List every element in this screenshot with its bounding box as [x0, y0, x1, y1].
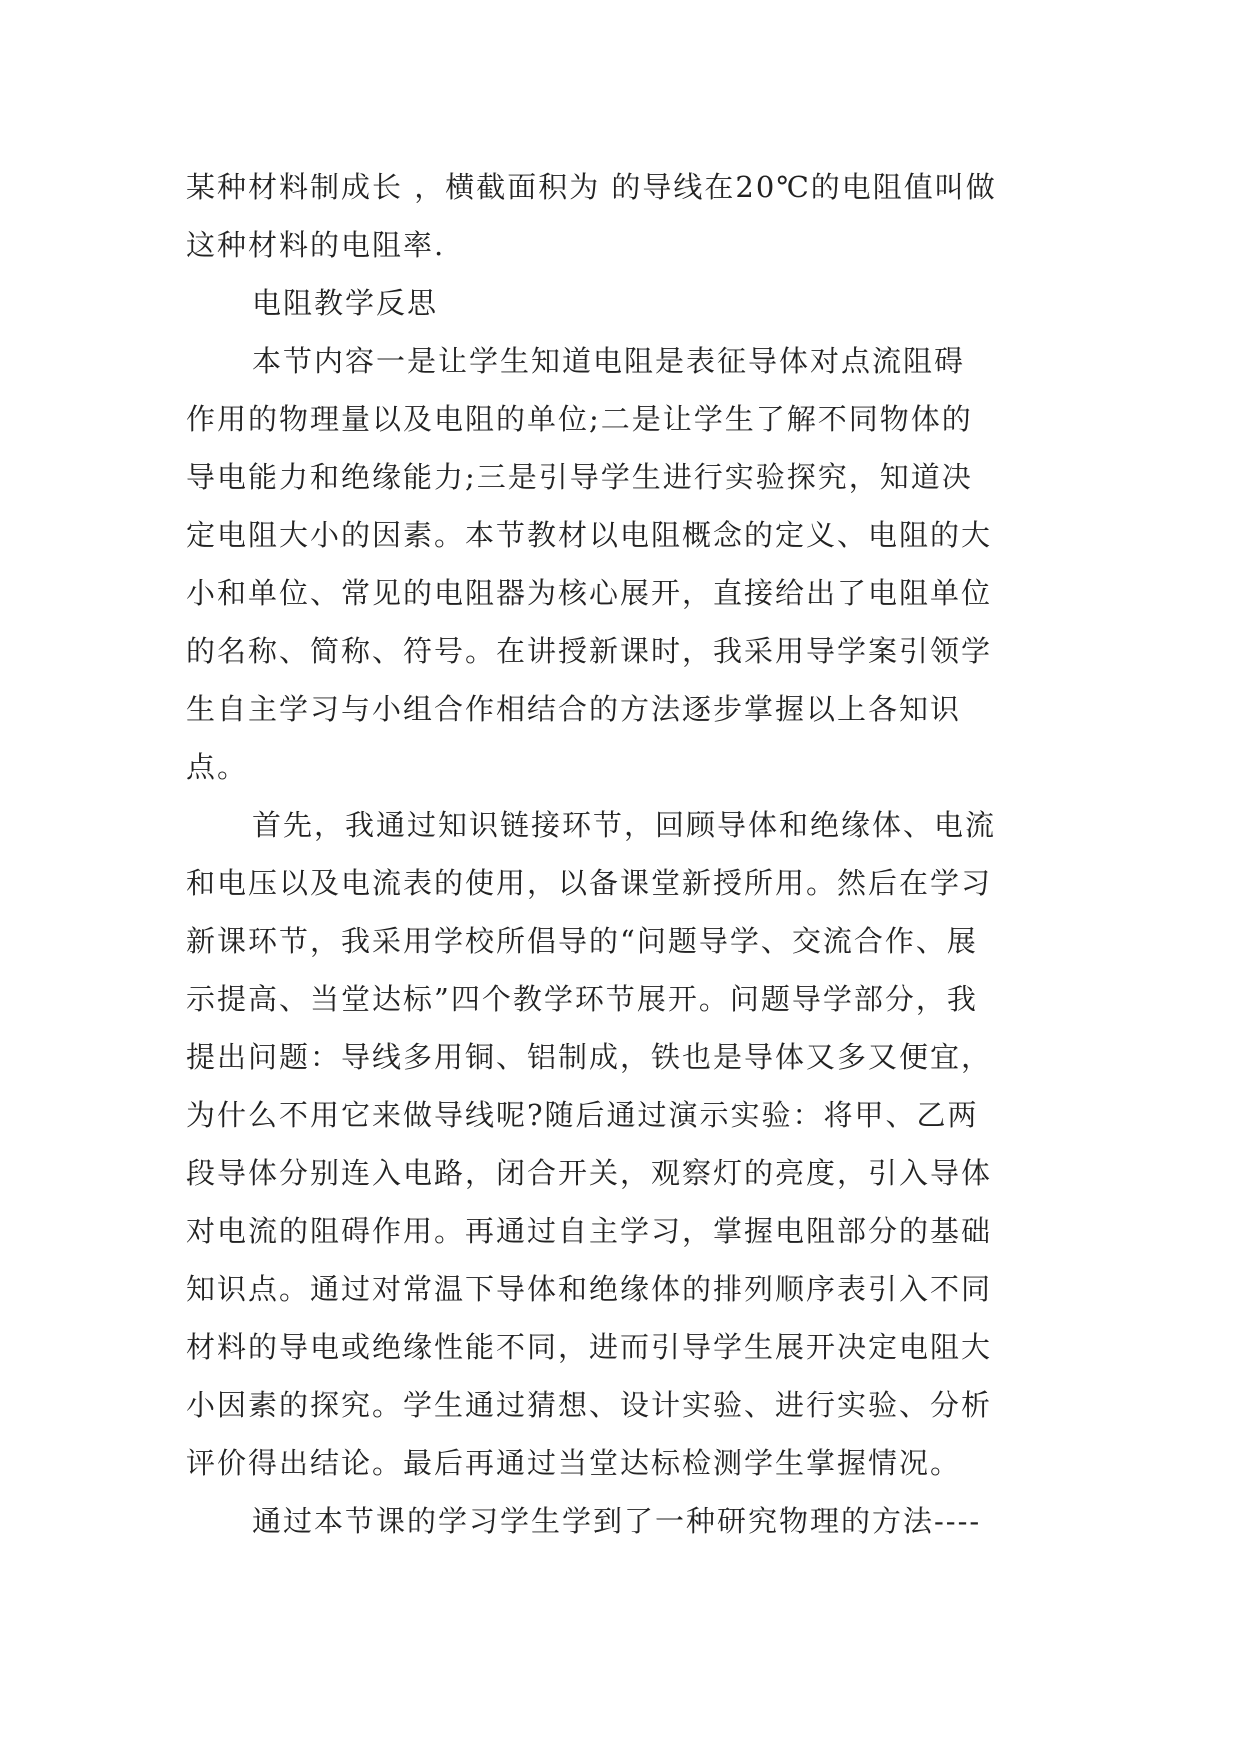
text-line: 和电压以及电流表的使用，以备课堂新授所用。然后在学习: [186, 866, 993, 900]
text-line: 这种材料的电阻率.: [186, 228, 446, 262]
text-line: 对电流的阻碍作用。再通过自主学习，掌握电阻部分的基础: [186, 1214, 993, 1248]
text-line: 评价得出结论。最后再通过当堂达标检测学生掌握情况。: [186, 1446, 962, 1480]
paragraph-start-line: 本节内容一是让学生知道电阻是表征导体对点流阻碍: [252, 344, 966, 378]
text-line: 材料的导电或绝缘性能不同，进而引导学生展开决定电阻大: [186, 1330, 993, 1364]
text-line: 新课环节，我采用学校所倡导的“问题导学、交流合作、展: [186, 924, 978, 958]
text-line: 小因素的探究。学生通过猜想、设计实验、进行实验、分析: [186, 1388, 993, 1422]
text-line: 点。: [186, 750, 249, 784]
text-line: 知识点。通过对常温下导体和绝缘体的排列顺序表引入不同: [186, 1272, 993, 1306]
text-line: 小和单位、常见的电阻器为核心展开，直接给出了电阻单位: [186, 576, 993, 610]
text-line: 某种材料制成长 ，横截面积为 的导线在20℃的电阻值叫做: [186, 170, 997, 204]
text-line: 提出问题：导线多用铜、铝制成，铁也是导体又多又便宜，: [186, 1040, 993, 1074]
document-body: [186, 158, 1062, 1550]
text-line: 示提高、当堂达标”四个教学环节展开。问题导学部分，我: [186, 982, 978, 1016]
text-line: 生自主学习与小组合作相结合的方法逐步掌握以上各知识: [186, 692, 962, 726]
text-line: 为什么不用它来做导线呢?随后通过演示实验：将甲、乙两: [186, 1098, 979, 1132]
text-line: 作用的物理量以及电阻的单位;二是让学生了解不同物体的: [186, 402, 973, 436]
text-line: 段导体分别连入电路，闭合开关，观察灯的亮度，引入导体: [186, 1156, 993, 1190]
text-line: 导电能力和绝缘能力;三是引导学生进行实验探究，知道决: [186, 460, 973, 494]
paragraph-start-line: 通过本节课的学习学生学到了一种研究物理的方法----: [252, 1504, 982, 1538]
text-line: 的名称、简称、符号。在讲授新课时，我采用导学案引领学: [186, 634, 993, 668]
paragraph-start-line: 首先，我通过知识链接环节，回顾导体和绝缘体、电流: [252, 808, 997, 842]
text-line: 定电阻大小的因素。本节教材以电阻概念的定义、电阻的大: [186, 518, 993, 552]
section-heading: 电阻教学反思: [252, 286, 439, 320]
